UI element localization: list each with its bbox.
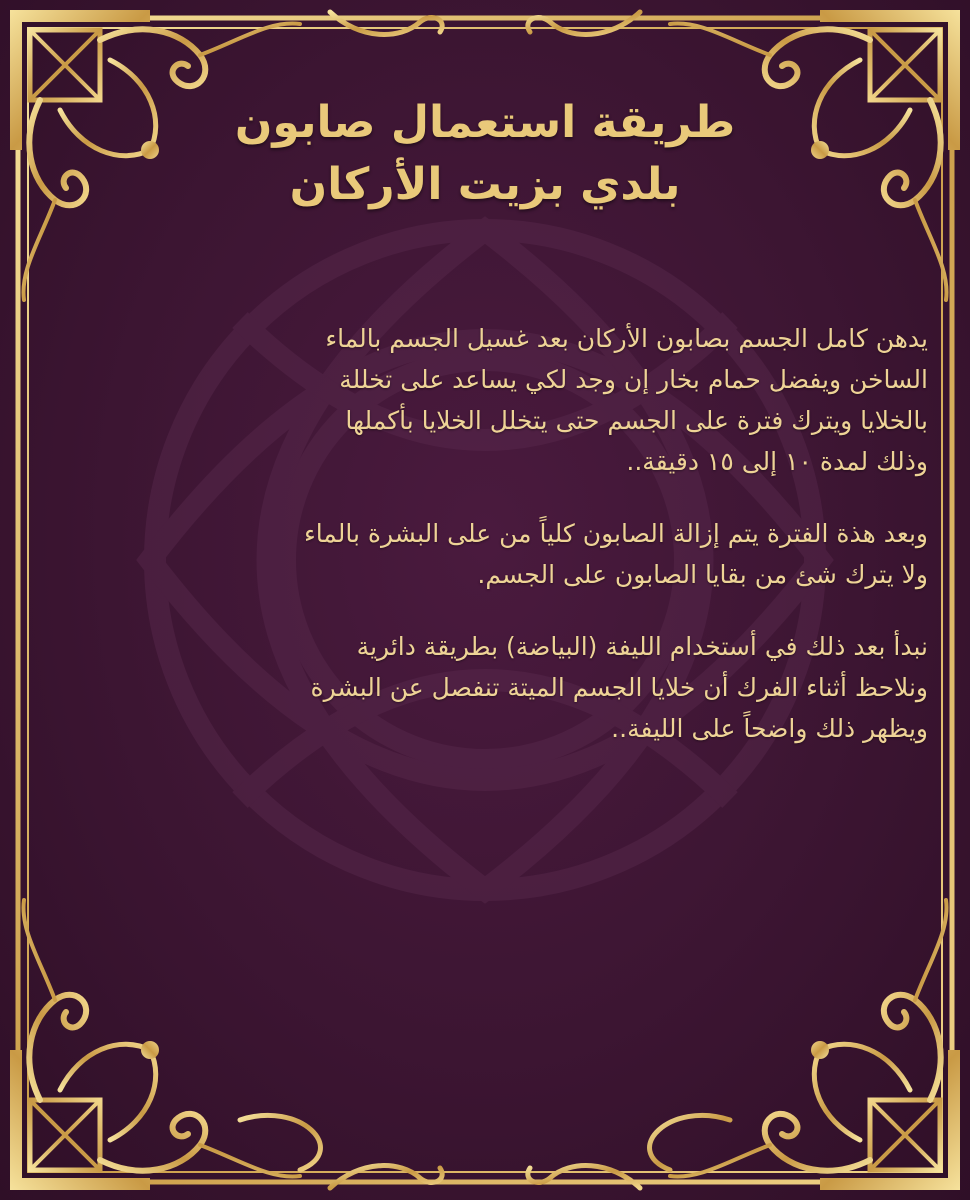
text-line: ولا يترك شئ من بقايا الصابون على الجسم. xyxy=(477,560,928,589)
instructions-body xyxy=(36,318,928,780)
text-line: وذلك لمدة ١٠ إلى ١٥ دقيقة.. xyxy=(626,447,928,476)
corner-ornament-bottom-left xyxy=(10,900,300,1190)
text-line: ويظهر ذلك واضحاً على الليفة.. xyxy=(611,714,928,743)
paragraph-application xyxy=(36,318,928,482)
text-line: الساخن ويفضل حمام بخار إن وجد لكي يساعد على تخللة xyxy=(339,365,928,394)
text-line: ونلاحظ أثناء الفرك أن خلايا الجسم الميتة تنفصل عن البشرة xyxy=(310,673,928,702)
page-title xyxy=(150,92,820,216)
text-line: بالخلايا ويترك فترة على الجسم حتى يتخلل الخلايا بأكملها xyxy=(345,406,928,435)
corner-ornament-bottom-right xyxy=(670,900,960,1190)
paragraph-exfoliate xyxy=(36,626,928,749)
text-line: وبعد هذة الفترة يتم إزالة الصابون كلياً من على البشرة بالماء xyxy=(303,519,928,548)
title-line-2: بلدي بزيت الأركان xyxy=(289,159,681,210)
text-line: يدهن كامل الجسم بصابون الأركان بعد غسيل الجسم بالماء xyxy=(325,324,928,353)
text-line: نبدأ بعد ذلك في أستخدام الليفة (البياضة) بطريقة دائرية xyxy=(356,632,928,661)
paragraph-rinse xyxy=(36,513,928,595)
title-line-1: طريقة استعمال صابون xyxy=(234,97,736,148)
